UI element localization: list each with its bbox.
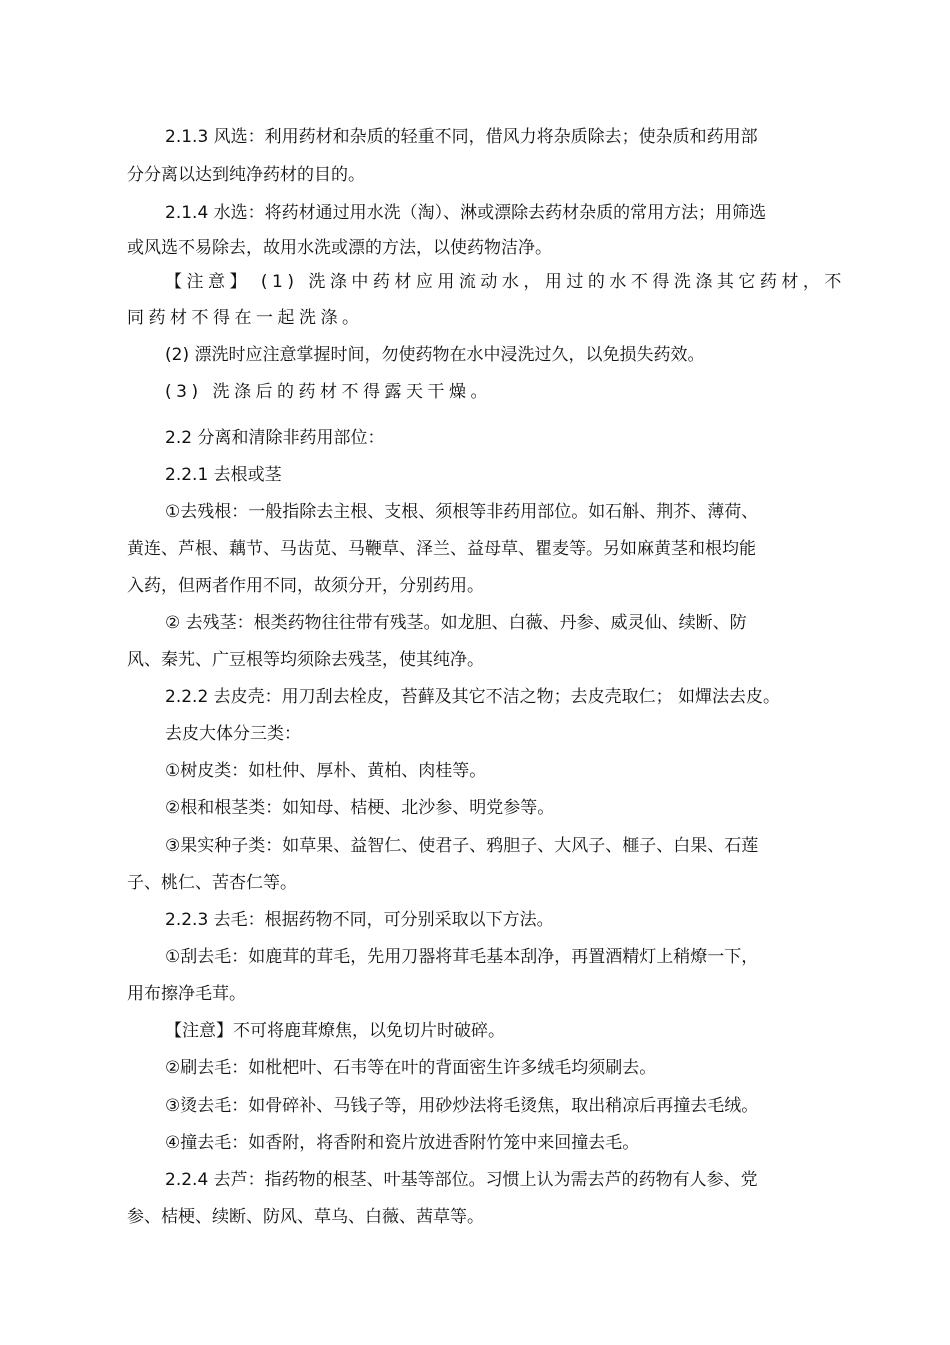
list-item: ③果实种子类：如草果、益智仁、使君子、鸦胆子、大风子、榧子、白果、石莲 bbox=[165, 836, 759, 856]
list-item: ③烫去毛：如骨碎补、马钱子等，用砂炒法将毛烫焦，取出稍凉后再撞去毛绒。 bbox=[165, 1096, 759, 1116]
list-item: ①刮去毛：如鹿茸的茸毛，先用刀器将茸毛基本刮净，再置酒精灯上稍燎一下， bbox=[165, 947, 759, 967]
note: 【注意】不可将鹿茸燎焦，以免切片时破碎。 bbox=[165, 1021, 505, 1041]
text-line: 分分离以达到纯净药材的目的。 bbox=[127, 165, 365, 185]
subsection-heading: 2.2.1 去根或茎 bbox=[165, 465, 282, 485]
text-line: 2.2.2 去皮壳：用刀刮去栓皮，苔藓及其它不洁之物；去皮壳取仁； 如燀法去皮。 bbox=[165, 687, 781, 707]
text-line: 黄连、芦根、藕节、马齿苋、马鞭草、泽兰、益母草、瞿麦等。另如麻黄茎和根均能 bbox=[127, 539, 756, 559]
list-item: ④撞去毛：如香附，将香附和瓷片放进香附竹笼中来回撞去毛。 bbox=[165, 1133, 640, 1153]
text-line: ② 去残茎：根类药物往往带有残茎。如龙胆、白薇、丹参、威灵仙、续断、防 bbox=[165, 613, 747, 633]
text-line: 【注意】 (1) 洗涤中药材应用流动水，用过的水不得洗涤其它药材，不 bbox=[165, 272, 846, 292]
list-item: ②刷去毛：如枇杷叶、石韦等在叶的背面密生许多绒毛均须刷去。 bbox=[165, 1058, 657, 1078]
text-line: 或风选不易除去，故用水洗或漂的方法，以使药物洁净。 bbox=[127, 238, 552, 258]
text-line: 去皮大体分三类： bbox=[165, 724, 301, 744]
text-line: 2.1.4 水选：将药材通过用水洗（淘）、淋或漂除去药材杂质的常用方法；用筛选 bbox=[165, 203, 767, 223]
text-line: 风、秦艽、广豆根等均须除去残茎，使其纯净。 bbox=[127, 650, 484, 670]
text-line: (2) 漂洗时应注意掌握时间，勿使药物在水中浸洗过久，以免损失药效。 bbox=[165, 345, 705, 365]
list-item: ①树皮类：如杜仲、厚朴、黄柏、肉桂等。 bbox=[165, 761, 487, 781]
text-line: 参、桔梗、续断、防风、草乌、白薇、茜草等。 bbox=[127, 1207, 484, 1227]
list-item: ②根和根茎类：如知母、桔梗、北沙参、明党参等。 bbox=[165, 798, 555, 818]
section-heading: 2.2 分离和清除非药用部位： bbox=[165, 428, 385, 448]
text-line: (3) 洗涤后的药材不得露天干燥。 bbox=[165, 382, 492, 402]
text-line: 入药，但两者作用不同，故须分开，分别药用。 bbox=[127, 576, 484, 596]
text-line: 用布擦净毛茸。 bbox=[127, 984, 246, 1004]
text-line: 2.2.4 去芦：指药物的根茎、叶基等部位。习惯上认为需去芦的药物有人参、党 bbox=[165, 1170, 758, 1190]
subsection-heading: 2.2.3 去毛：根据药物不同，可分别采取以下方法。 bbox=[165, 910, 554, 930]
text-line: 同药材不得在一起洗涤。 bbox=[127, 308, 364, 328]
text-line: ①去残根：一般指除去主根、支根、须根等非药用部位。如石斛、荆芥、薄荷、 bbox=[165, 502, 759, 522]
text-line: 2.1.3 风选：利用药材和杂质的轻重不同，借风力将杂质除去；使杂质和药用部 bbox=[165, 127, 758, 147]
text-line: 子、桃仁、苦杏仁等。 bbox=[127, 873, 297, 893]
